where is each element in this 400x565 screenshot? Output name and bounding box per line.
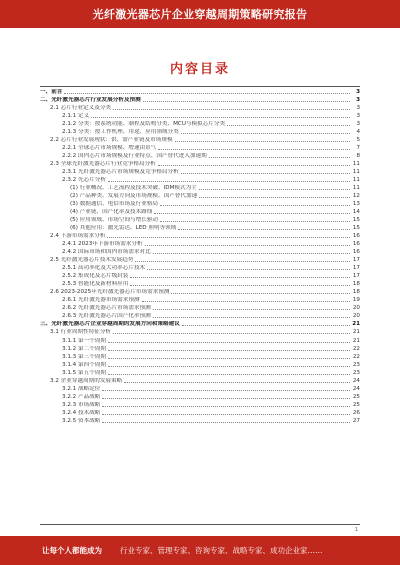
- toc-entry-page: 11: [352, 169, 360, 176]
- toc-leader-dots: [143, 101, 350, 102]
- toc-entry-page: 18: [352, 289, 360, 296]
- toc-entry-text: 2.2.2 国内芯片市场规模及行业特点、国产替代进入加速期: [62, 153, 207, 160]
- toc-entry-page: 21: [352, 329, 360, 336]
- toc-leader-dots: [153, 317, 350, 318]
- toc-leader-dots: [145, 245, 350, 246]
- toc-leader-dots: [182, 325, 350, 326]
- toc-entry[interactable]: [40, 385, 360, 393]
- toc-entry[interactable]: [40, 192, 360, 200]
- toc-entry-page: 23: [352, 369, 360, 376]
- toc-entry[interactable]: [40, 112, 360, 120]
- toc-entry-page: 26: [352, 409, 360, 416]
- toc-entry-page: 15: [352, 225, 360, 232]
- toc-top-rule: [40, 86, 360, 87]
- toc-entry-text: 2.1.3 分类：按工作机理、用途、应用领域分类: [62, 129, 179, 136]
- toc-entry-text: 2.3.2 光芯片分析: [62, 177, 106, 184]
- toc-entry-text: 2.3.1 光纤激光器芯片市场规模及竞争格局分析: [62, 169, 179, 176]
- toc-entry[interactable]: [40, 296, 360, 304]
- toc-entry-page: 27: [352, 417, 360, 424]
- toc-entry-text: 2.5.1 高功率化及大功率芯片技术: [62, 265, 146, 272]
- toc-entry-page: 20: [352, 305, 360, 312]
- toc-entry-page: 15: [352, 217, 360, 224]
- toc-entry-text: 3.1.1 第一个周期: [62, 337, 106, 344]
- table-of-contents: [40, 88, 360, 425]
- toc-entry-text: 2.6.3 光纤激光器芯片国产化率预测: [62, 313, 151, 320]
- toc-entry[interactable]: [40, 361, 360, 369]
- toc-leader-dots: [160, 221, 350, 222]
- toc-entry-page: 22: [352, 345, 360, 352]
- toc-entry-text: 2.4.2 国际市场和国内市场需求对比: [62, 249, 151, 256]
- toc-entry[interactable]: [40, 168, 360, 176]
- toc-entry-page: 25: [352, 393, 360, 400]
- toc-leader-dots: [227, 125, 350, 126]
- toc-entry-page: 24: [352, 377, 360, 384]
- toc-leader-dots: [135, 261, 350, 262]
- toc-entry-text: 2.6.1 光纤激光器市场需求预测: [62, 297, 140, 304]
- footer-slogan: 让每个人都能成为: [42, 546, 102, 555]
- toc-leader-dots: [147, 269, 350, 270]
- footer-roles: 行业专家、管理专家、咨询专家、战略专家、成功企业家……: [120, 546, 323, 555]
- toc-entry-page: 14: [352, 209, 360, 216]
- toc-entry-text: 3.1.3 第三个周期: [62, 353, 106, 360]
- toc-entry-text: 2.1.2 分类：按系统功能、制程及结构分类、MCU与模拟芯片分类: [62, 121, 226, 128]
- toc-entry-text: 3.2 企业穿越周期的发展策略: [50, 377, 123, 384]
- toc-leader-dots: [160, 205, 350, 206]
- toc-entry[interactable]: [40, 88, 360, 96]
- toc-leader-dots: [178, 229, 350, 230]
- toc-leader-dots: [102, 390, 350, 391]
- toc-entry-text: (4) 产业链、国产化率及技术路线: [70, 209, 153, 216]
- toc-entry[interactable]: [40, 272, 360, 280]
- toc-entry-page: 16: [352, 241, 360, 248]
- toc-entry[interactable]: [40, 128, 360, 136]
- toc-entry-page: 24: [352, 385, 360, 392]
- toc-entry-text: 一、前言: [40, 89, 63, 96]
- toc-entry-page: 16: [352, 249, 360, 256]
- toc-entry-page: 3: [356, 105, 360, 112]
- toc-entry-text: (3) 数据通信、电信市场及行业格局: [70, 201, 159, 208]
- toc-entry-page: 11: [352, 161, 360, 168]
- toc-entry-text: 2.2.1 全球芯片市场规模、增速由景气: [62, 145, 157, 152]
- toc-entry[interactable]: [40, 184, 360, 192]
- toc-entry[interactable]: [40, 216, 360, 224]
- toc-entry[interactable]: [40, 104, 360, 112]
- toc-entry-page: 11: [352, 177, 360, 184]
- toc-entry-text: 2.1 芯片行业定义及分类: [50, 105, 112, 112]
- toc-entry-page: 11: [352, 185, 360, 192]
- toc-entry-text: 2.5.3 智能化及新材料应用: [62, 281, 129, 288]
- page-number: 1: [354, 527, 358, 533]
- toc-entry[interactable]: [40, 240, 360, 248]
- toc-entry[interactable]: [40, 256, 360, 264]
- toc-entry[interactable]: [40, 160, 360, 168]
- toc-entry[interactable]: [40, 224, 360, 232]
- toc-entry-text: (5) 应用领域、市场空间与增长驱动: [70, 217, 159, 224]
- toc-entry[interactable]: [40, 176, 360, 184]
- toc-leader-dots: [64, 93, 350, 94]
- toc-leader-dots: [209, 157, 350, 158]
- toc-leader-dots: [154, 213, 350, 214]
- toc-leader-dots: [171, 293, 350, 294]
- toc-entry[interactable]: [40, 232, 360, 240]
- toc-entry-page: 3: [356, 113, 360, 120]
- toc-leader-dots: [130, 285, 350, 286]
- toc-leader-dots: [102, 414, 350, 415]
- toc-entry[interactable]: [40, 304, 360, 312]
- toc-leader-dots: [102, 406, 350, 407]
- toc-entry-page: 21: [352, 321, 360, 328]
- toc-entry-text: 3.2.1 战略定位: [62, 385, 101, 392]
- toc-entry-text: 三、光纤激光器芯片企业穿越周期的发展方向和策略建议: [40, 321, 180, 328]
- toc-leader-dots: [113, 109, 350, 110]
- toc-entry-page: 17: [352, 257, 360, 264]
- toc-entry[interactable]: [40, 320, 360, 328]
- toc-leader-dots: [108, 342, 350, 343]
- toc-entry-text: 2.6.2 光纤激光器芯片市场需求预测: [62, 305, 151, 312]
- toc-leader-dots: [130, 277, 350, 278]
- toc-entry-page: 3: [356, 97, 360, 104]
- toc-leader-dots: [153, 253, 350, 254]
- toc-entry[interactable]: [40, 248, 360, 256]
- toc-leader-dots: [108, 350, 350, 351]
- toc-entry[interactable]: [40, 152, 360, 160]
- toc-entry-page: 16: [352, 233, 360, 240]
- toc-entry-text: 3.1.5 第五个周期: [62, 369, 106, 376]
- toc-entry-text: 2.1.1 定义: [62, 113, 90, 120]
- toc-entry-page: 7: [356, 145, 360, 152]
- toc-entry[interactable]: [40, 409, 360, 417]
- toc-entry-page: 25: [352, 401, 360, 408]
- toc-leader-dots: [108, 366, 350, 367]
- toc-entry-page: 12: [352, 193, 360, 200]
- toc-entry[interactable]: [40, 208, 360, 216]
- toc-entry-text: (6) 其他应用：激光雷达、LED 照明等领域: [70, 225, 177, 232]
- toc-leader-dots: [158, 149, 350, 150]
- toc-leader-dots: [113, 333, 350, 334]
- toc-entry[interactable]: [40, 336, 360, 344]
- toc-leader-dots: [91, 117, 350, 118]
- toc-entry[interactable]: [40, 280, 360, 288]
- toc-leader-dots: [108, 374, 350, 375]
- toc-entry[interactable]: [40, 345, 360, 353]
- toc-entry[interactable]: [40, 377, 360, 385]
- toc-entry-page: 23: [352, 361, 360, 368]
- toc-entry-page: 22: [352, 353, 360, 360]
- toc-entry-page: 21: [352, 337, 360, 344]
- toc-entry-page: 3: [356, 89, 360, 96]
- toc-leader-dots: [181, 173, 350, 174]
- toc-entry-text: 3.1 行业周期性特征分析: [50, 329, 112, 336]
- toc-entry-text: 2.4 下游市场需求分析: [50, 233, 106, 240]
- report-title: 光纤激光器芯片企业穿越周期策略研究报告: [92, 8, 308, 21]
- toc-entry-page: 17: [352, 273, 360, 280]
- toc-leader-dots: [199, 197, 350, 198]
- toc-entry[interactable]: [40, 144, 360, 152]
- toc-entry[interactable]: [40, 353, 360, 361]
- toc-entry-page: 18: [352, 281, 360, 288]
- toc-entry[interactable]: [40, 417, 360, 425]
- toc-entry[interactable]: [40, 264, 360, 272]
- toc-leader-dots: [142, 301, 350, 302]
- toc-entry-text: 3.2.4 技术战略: [62, 409, 101, 416]
- toc-entry-text: 2.6 2023-2025年光纤激光器芯片市场需求预测: [50, 289, 170, 296]
- toc-entry[interactable]: [40, 96, 360, 104]
- toc-entry-text: 3.2.5 资本战略: [62, 417, 101, 424]
- toc-entry-text: 2.2 芯片行业发展现状：供、需产业链及市场规模: [50, 137, 173, 144]
- toc-heading: 内容目录: [169, 62, 230, 77]
- toc-entry[interactable]: [40, 328, 360, 336]
- toc-entry-text: (2) 产品种类、发展方向及市场规模、国产替代加速: [70, 193, 198, 200]
- toc-entry-text: 3.1.4 第四个周期: [62, 361, 106, 368]
- toc-entry[interactable]: [40, 312, 360, 320]
- toc-entry-page: 17: [352, 265, 360, 272]
- toc-entry-text: 2.5.2 集成化及芯片级封装: [62, 273, 129, 280]
- toc-entry-text: 3.1.2 第二个周期: [62, 345, 106, 352]
- toc-entry[interactable]: [40, 369, 360, 377]
- toc-entry[interactable]: [40, 288, 360, 296]
- toc-leader-dots: [107, 237, 350, 238]
- toc-leader-dots: [108, 181, 350, 182]
- toc-leader-dots: [124, 382, 350, 383]
- toc-bottom-rule: [40, 524, 360, 525]
- toc-entry-page: 4: [356, 129, 360, 136]
- toc-entry-page: 5: [356, 137, 360, 144]
- toc-entry[interactable]: [40, 136, 360, 144]
- toc-entry-page: 8: [356, 153, 360, 160]
- toc-entry-text: 3.2.3 市场战略: [62, 401, 101, 408]
- toc-entry[interactable]: [40, 120, 360, 128]
- toc-entry-page: 3: [356, 121, 360, 128]
- report-header-banner: [0, 0, 400, 28]
- toc-leader-dots: [102, 422, 350, 423]
- toc-entry[interactable]: [40, 393, 360, 401]
- toc-leader-dots: [153, 309, 350, 310]
- toc-entry[interactable]: [40, 401, 360, 409]
- toc-leader-dots: [181, 133, 350, 134]
- report-footer-banner: [0, 536, 400, 565]
- toc-leader-dots: [102, 398, 350, 399]
- toc-entry-text: 2.4.1 2023年下游市场需求分析: [62, 241, 143, 248]
- toc-entry-text: 二、光纤激光器芯片行业发展分析及预测: [40, 97, 141, 104]
- toc-leader-dots: [158, 165, 350, 166]
- toc-entry[interactable]: [40, 200, 360, 208]
- toc-entry-text: (1) 行业概况、工艺流程及技术突破、IDM模式为主: [70, 185, 197, 192]
- toc-leader-dots: [175, 141, 350, 142]
- toc-entry-text: 2.3 全球光纤激光器芯片行业竞争格局分析: [50, 161, 156, 168]
- toc-entry-page: 20: [352, 313, 360, 320]
- toc-entry-page: 19: [352, 297, 360, 304]
- toc-leader-dots: [108, 358, 350, 359]
- toc-entry-text: 3.2.2 产品战略: [62, 393, 101, 400]
- toc-entry-text: 2.5 光纤激光器芯片技术发展趋势: [50, 257, 134, 264]
- toc-leader-dots: [199, 189, 350, 190]
- toc-entry-page: 13: [352, 201, 360, 208]
